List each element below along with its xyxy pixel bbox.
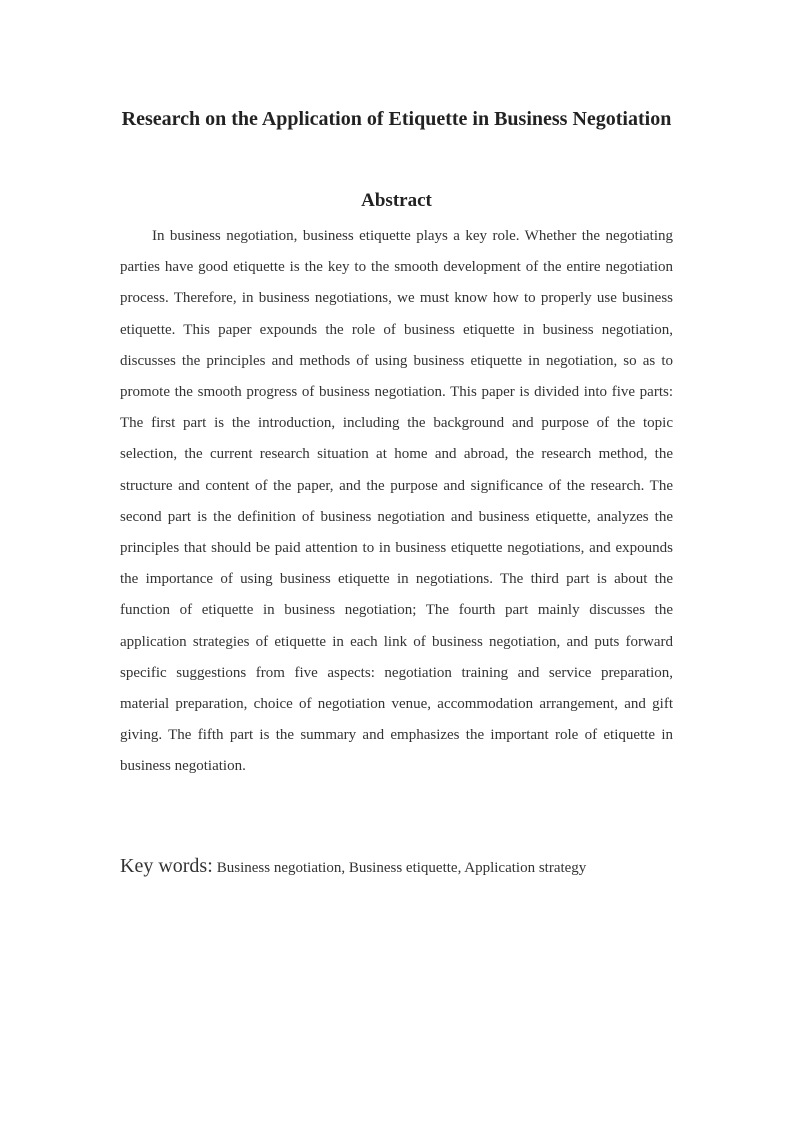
abstract-heading: Abstract <box>361 190 432 211</box>
keywords-value: Business negotiation, Business etiquette, Application strategy <box>216 860 587 876</box>
paper-title: Research on the Application of Etiquette in Business Negotiation <box>121 108 672 130</box>
keywords-label: Key words: <box>120 855 213 877</box>
keywords-line <box>120 852 673 882</box>
abstract-body: In business negotiation, business etiquette plays a key role. Whether the negotiating parties have good etiquette is the key to the smooth development of the entire negotiation process. Therefore, in business negotiations, we must know how to properly use business etiquette. This paper expounds the role of business etiquette in business negotiation, discusses the principles and methods of using business etiquette in negotiation, so as to promote the smooth progress of business negotiation. This paper is divided into five parts: The first part is the introduction, including the background and purpose of the topic selection, the current research situation at home and abroad, the research method, the structure and content of the paper, and the purpose and significance of the research. The second part is the definition of business negotiation and business etiquette, analyzes the principles that should be paid attention to in business etiquette negotiations, and expounds the importance of using business etiquette in negotiations. The third part is about the function of etiquette in business negotiation; The fourth part mainly discusses the application strategies of etiquette in each link of business negotiation, and puts forward specific suggestions from five aspects: negotiation training and service preparation, material preparation, choice of negotiation venue, accommodation arrangement, and gift giving. The fifth part is the summary and emphasizes the important role of etiquette in business negotiation. <box>120 228 673 775</box>
